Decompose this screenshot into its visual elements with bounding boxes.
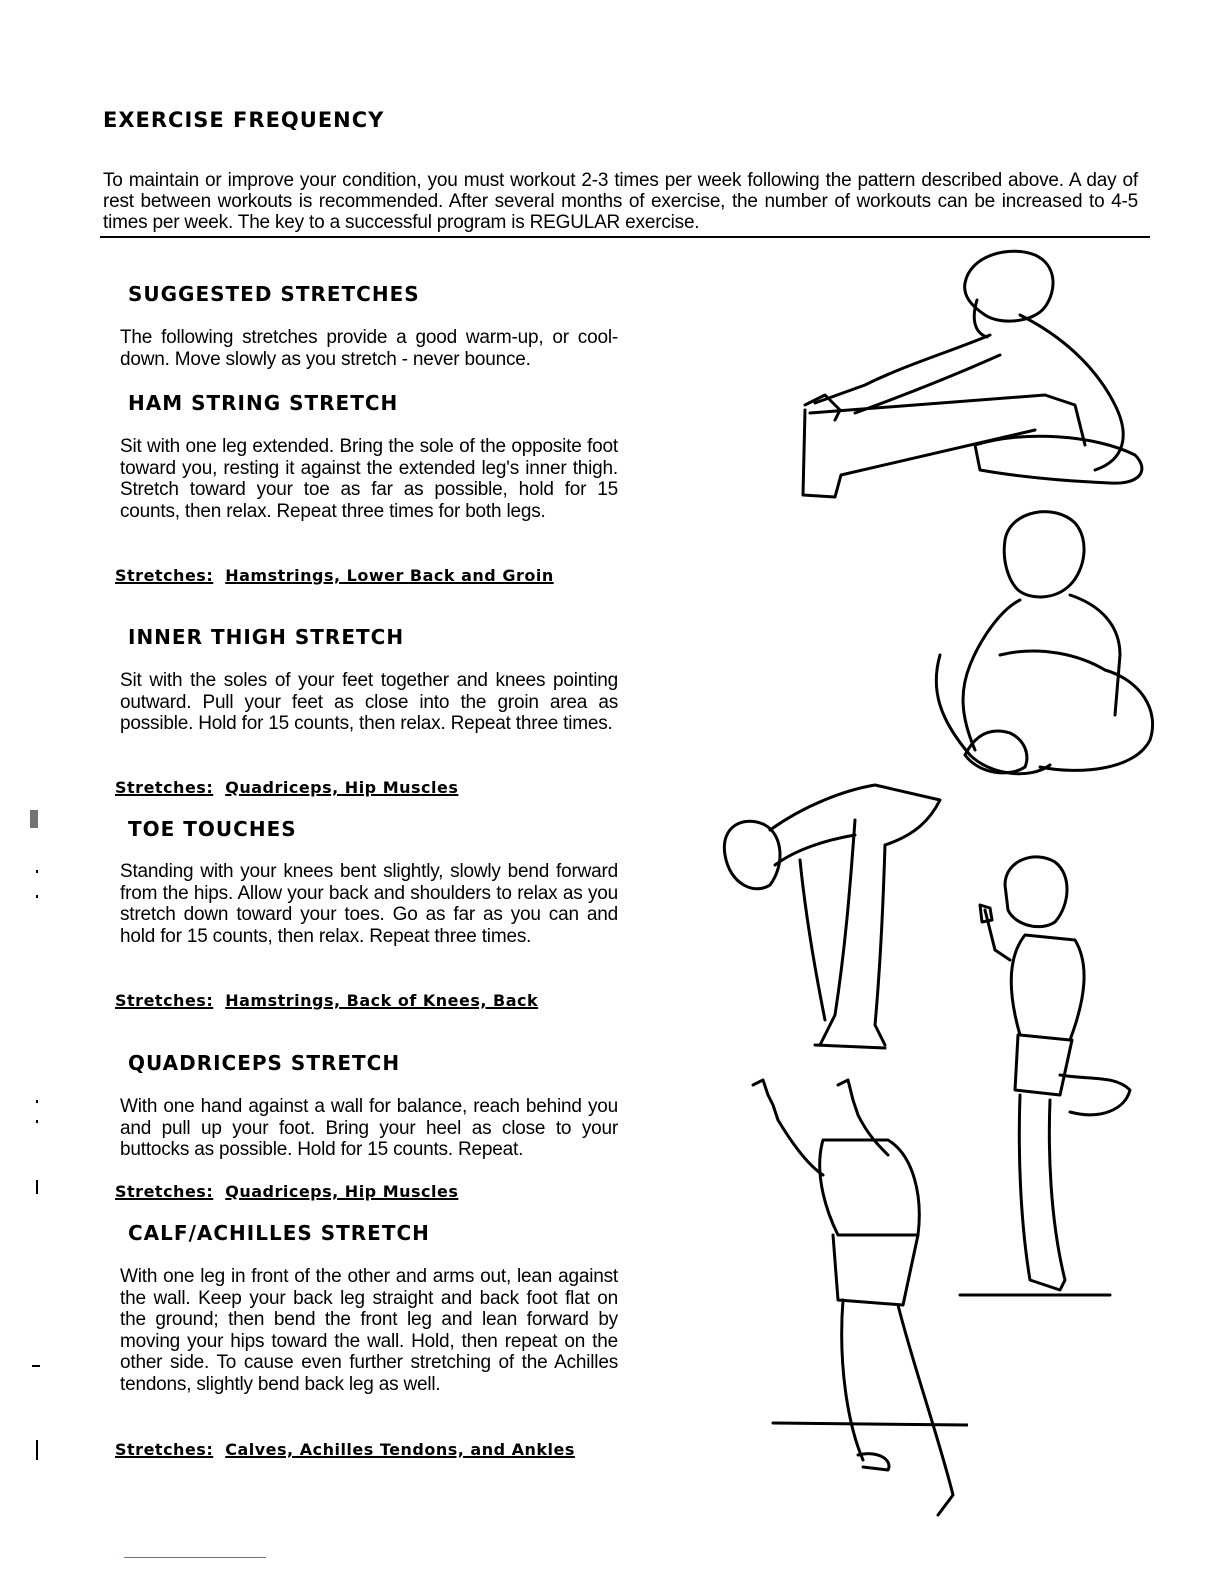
calf-achilles-text: With one leg in front of the other and arms out, lean against the wall. Keep your back leg straight and back foot flat on the ground; then bend the front leg and lean forward by moving your hips toward the wall. Hold, then repeat on the other side. To cause even further stretching of the Achilles tendons, slightly bend back leg as well.: [120, 1266, 618, 1395]
stretches-muscles: Quadriceps, Hip Muscles: [225, 1182, 459, 1201]
chest-line: [775, 835, 855, 865]
right-knee-leg: [1040, 670, 1153, 770]
front-leg: [875, 845, 885, 1045]
stretches-label: Stretches:: [115, 991, 214, 1010]
calf-achilles-heading: CALF/ACHILLES STRETCH: [128, 1221, 430, 1245]
section-divider: [100, 236, 1150, 238]
inner-thigh-stretch-figure: [930, 505, 1165, 785]
leg-top-line: [810, 395, 1045, 413]
back-line: [1020, 315, 1123, 470]
footer-line: [124, 1557, 266, 1558]
back-leg: [842, 1300, 863, 1460]
folded-leg: [975, 436, 1142, 483]
quadriceps-heading: QUADRICEPS STRETCH: [128, 1051, 401, 1075]
left-knee-leg: [936, 655, 1050, 774]
inner-thigh-text: Sit with the soles of your feet together and knees pointing outward. Pull your feet as close into the groin area as possible. Hold for 15 counts, then relax. Repeat three times.: [120, 670, 618, 734]
face-line: [974, 300, 987, 337]
stretches-muscles: Hamstrings, Back of Knees, Back: [225, 991, 539, 1010]
toe-touch-figure: [715, 780, 950, 1055]
toe-touches-heading: TOE TOUCHES: [128, 817, 297, 841]
left-arm: [778, 1120, 823, 1175]
head-outline: [965, 251, 1053, 321]
toe-touches-text: Standing with your knees bent slightly, slowly bend forward from the hips. Allow your back and shoulders to relax as you stretch down toward your toes. Go as far as you can and hold for 15 counts, then relax. Repeat three times.: [120, 861, 618, 947]
extended-leg: [803, 410, 1035, 497]
page-heading: EXERCISE FREQUENCY: [103, 108, 385, 132]
shorts-outline: [833, 1235, 918, 1305]
head-outline: [724, 821, 780, 889]
inner-thigh-heading: INNER THIGH STRETCH: [128, 625, 405, 649]
shorts-outline: [1015, 1035, 1072, 1095]
shirt-hem: [1000, 651, 1105, 670]
calf-achilles-stretch-figure: [738, 1075, 968, 1525]
hamstring-stretches-line: [115, 565, 615, 587]
toe-touches-stretches-line: [115, 990, 615, 1012]
torso-outline: [1011, 935, 1084, 1040]
shoulder-right: [1070, 595, 1120, 715]
hamstring-stretch-figure: [795, 245, 1155, 510]
stretches-muscles: Calves, Achilles Tendons, and Ankles: [225, 1440, 575, 1459]
raised-leg: [1060, 1075, 1130, 1115]
wall-floor-line: [773, 1423, 968, 1425]
quadriceps-stretch-figure: [950, 850, 1155, 1310]
suggested-stretches-heading: SUGGESTED STRETCHES: [128, 282, 420, 306]
standing-leg: [1019, 1095, 1065, 1290]
arm-line: [800, 860, 825, 1020]
stretches-label: Stretches:: [115, 1440, 214, 1459]
stretches-muscles: Quadriceps, Hip Muscles: [225, 778, 459, 797]
back-leg: [820, 820, 855, 1045]
front-leg: [898, 1305, 953, 1515]
stretches-label: Stretches:: [115, 1182, 214, 1201]
hamstring-heading: HAM STRING STRETCH: [128, 391, 399, 415]
quadriceps-stretches-line: [115, 1181, 615, 1203]
feet-outline: [965, 731, 1027, 773]
ground-feet: [815, 1045, 885, 1048]
stretches-label: Stretches:: [115, 566, 214, 585]
raised-arm: [985, 910, 1010, 960]
arm-left: [963, 600, 1020, 750]
inner-thigh-stretches-line: [115, 777, 615, 799]
back-torso: [820, 1140, 920, 1235]
intro-paragraph: To maintain or improve your condition, you must workout 2-3 times per week following the pattern described above. A day of rest between workouts is recommended. After several months of exercise, the number of workouts can be increased to 4-5 times per week. The key to a successful program is REGULAR exercise.: [103, 170, 1138, 233]
head-outline: [1005, 857, 1067, 927]
hamstring-text: Sit with one leg extended. Bring the sole of the opposite foot toward you, resting it against the extended leg's inner thigh. Stretch toward your toe as far as possible, hold for 15 counts, then relax. Repeat three times for both legs.: [120, 436, 618, 522]
right-arm: [858, 1115, 888, 1155]
stretches-muscles: Hamstrings, Lower Back and Groin: [225, 566, 554, 585]
upper-arm-line: [815, 335, 990, 403]
calf-achilles-stretches-line: [115, 1439, 615, 1461]
stretches-label: Stretches:: [115, 778, 214, 797]
left-hand: [753, 1080, 778, 1120]
scan-specks: [20, 800, 50, 1480]
head-outline: [1004, 512, 1084, 597]
suggested-stretches-text: The following stretches provide a good warm-up, or cool-down. Move slowly as you stretch - never bounce.: [120, 327, 618, 370]
quadriceps-text: With one hand against a wall for balance, reach behind you and pull up your foot. Bring your heel as close to your buttocks as possible. Hold for 15 counts. Repeat.: [120, 1096, 618, 1160]
right-hand: [838, 1080, 858, 1115]
